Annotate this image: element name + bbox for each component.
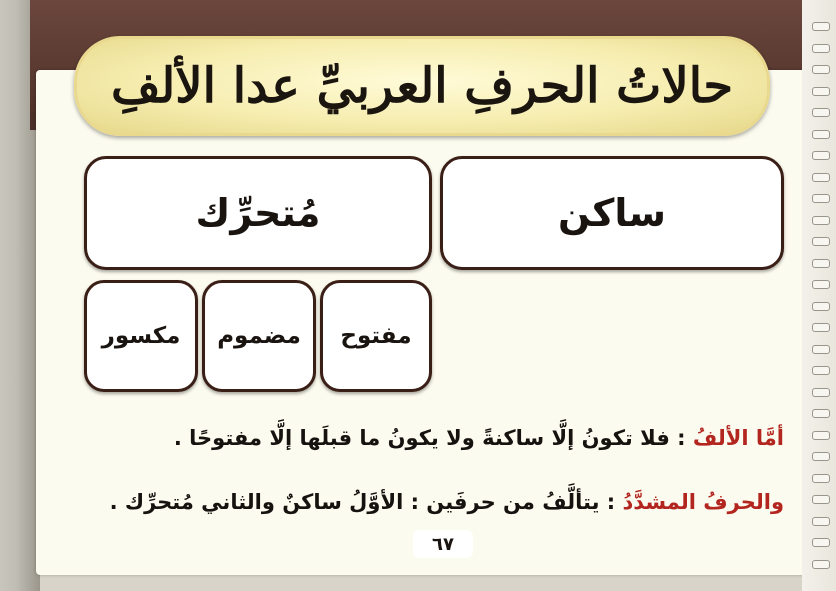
- spiral-ring: [812, 495, 830, 504]
- text-line-alif: [174, 426, 784, 450]
- spiral-ring: [812, 366, 830, 375]
- spiral-ring: [812, 302, 830, 311]
- alif-highlight: أمَّا الألفُ: [692, 426, 784, 450]
- spiral-ring: [812, 409, 830, 418]
- spiral-ring: [812, 216, 830, 225]
- spiral-ring: [812, 194, 830, 203]
- spiral-ring: [812, 108, 830, 117]
- fatha-box: [320, 280, 432, 392]
- kasra-box: [84, 280, 198, 392]
- static-label: ساكن: [558, 191, 666, 235]
- spiral-ring: [812, 474, 830, 483]
- title-banner: [74, 36, 770, 136]
- moving-label: مُتحرِّك: [195, 191, 321, 235]
- spiral-ring: [812, 345, 830, 354]
- spiral-ring: [812, 22, 830, 31]
- spiral-ring: [812, 44, 830, 53]
- spiral-ring: [812, 517, 830, 526]
- damma-box: [202, 280, 316, 392]
- spiral-ring: [812, 237, 830, 246]
- spiral-ring: [812, 130, 830, 139]
- shadda-text: : يتألَّفُ من حرفَين : الأوَّلُ ساكنٌ والثاني مُتحرِّك .: [109, 490, 623, 514]
- damma-label: مضموم: [217, 323, 301, 349]
- spiral-ring: [812, 280, 830, 289]
- spiral-ring: [812, 560, 830, 569]
- moving-box: [84, 156, 432, 270]
- spiral-ring: [812, 87, 830, 96]
- shadda-highlight: والحرفُ المشدَّدُ: [622, 490, 784, 514]
- kasra-label: مكسور: [101, 323, 181, 349]
- spiral-ring: [812, 65, 830, 74]
- text-line-shadda: [110, 490, 784, 514]
- spiral-ring: [812, 431, 830, 440]
- spiral-ring: [812, 388, 830, 397]
- spiral-binding: [802, 0, 836, 591]
- fatha-label: مفتوح: [340, 323, 412, 349]
- spiral-ring: [812, 538, 830, 547]
- spiral-ring: [812, 173, 830, 182]
- spiral-ring: [812, 323, 830, 332]
- spiral-ring: [812, 151, 830, 160]
- alif-text: : فلا تكونُ إلَّا ساكنةً ولا يكونُ ما قبلَها إلَّا مفتوحًا .: [173, 426, 693, 450]
- page-title: حالاتُ الحرفِ العربيِّ عدا الألفِ: [110, 58, 734, 114]
- static-box: [440, 156, 784, 270]
- spiral-ring: [812, 259, 830, 268]
- page-number: ٦٧: [413, 530, 473, 558]
- spiral-ring: [812, 452, 830, 461]
